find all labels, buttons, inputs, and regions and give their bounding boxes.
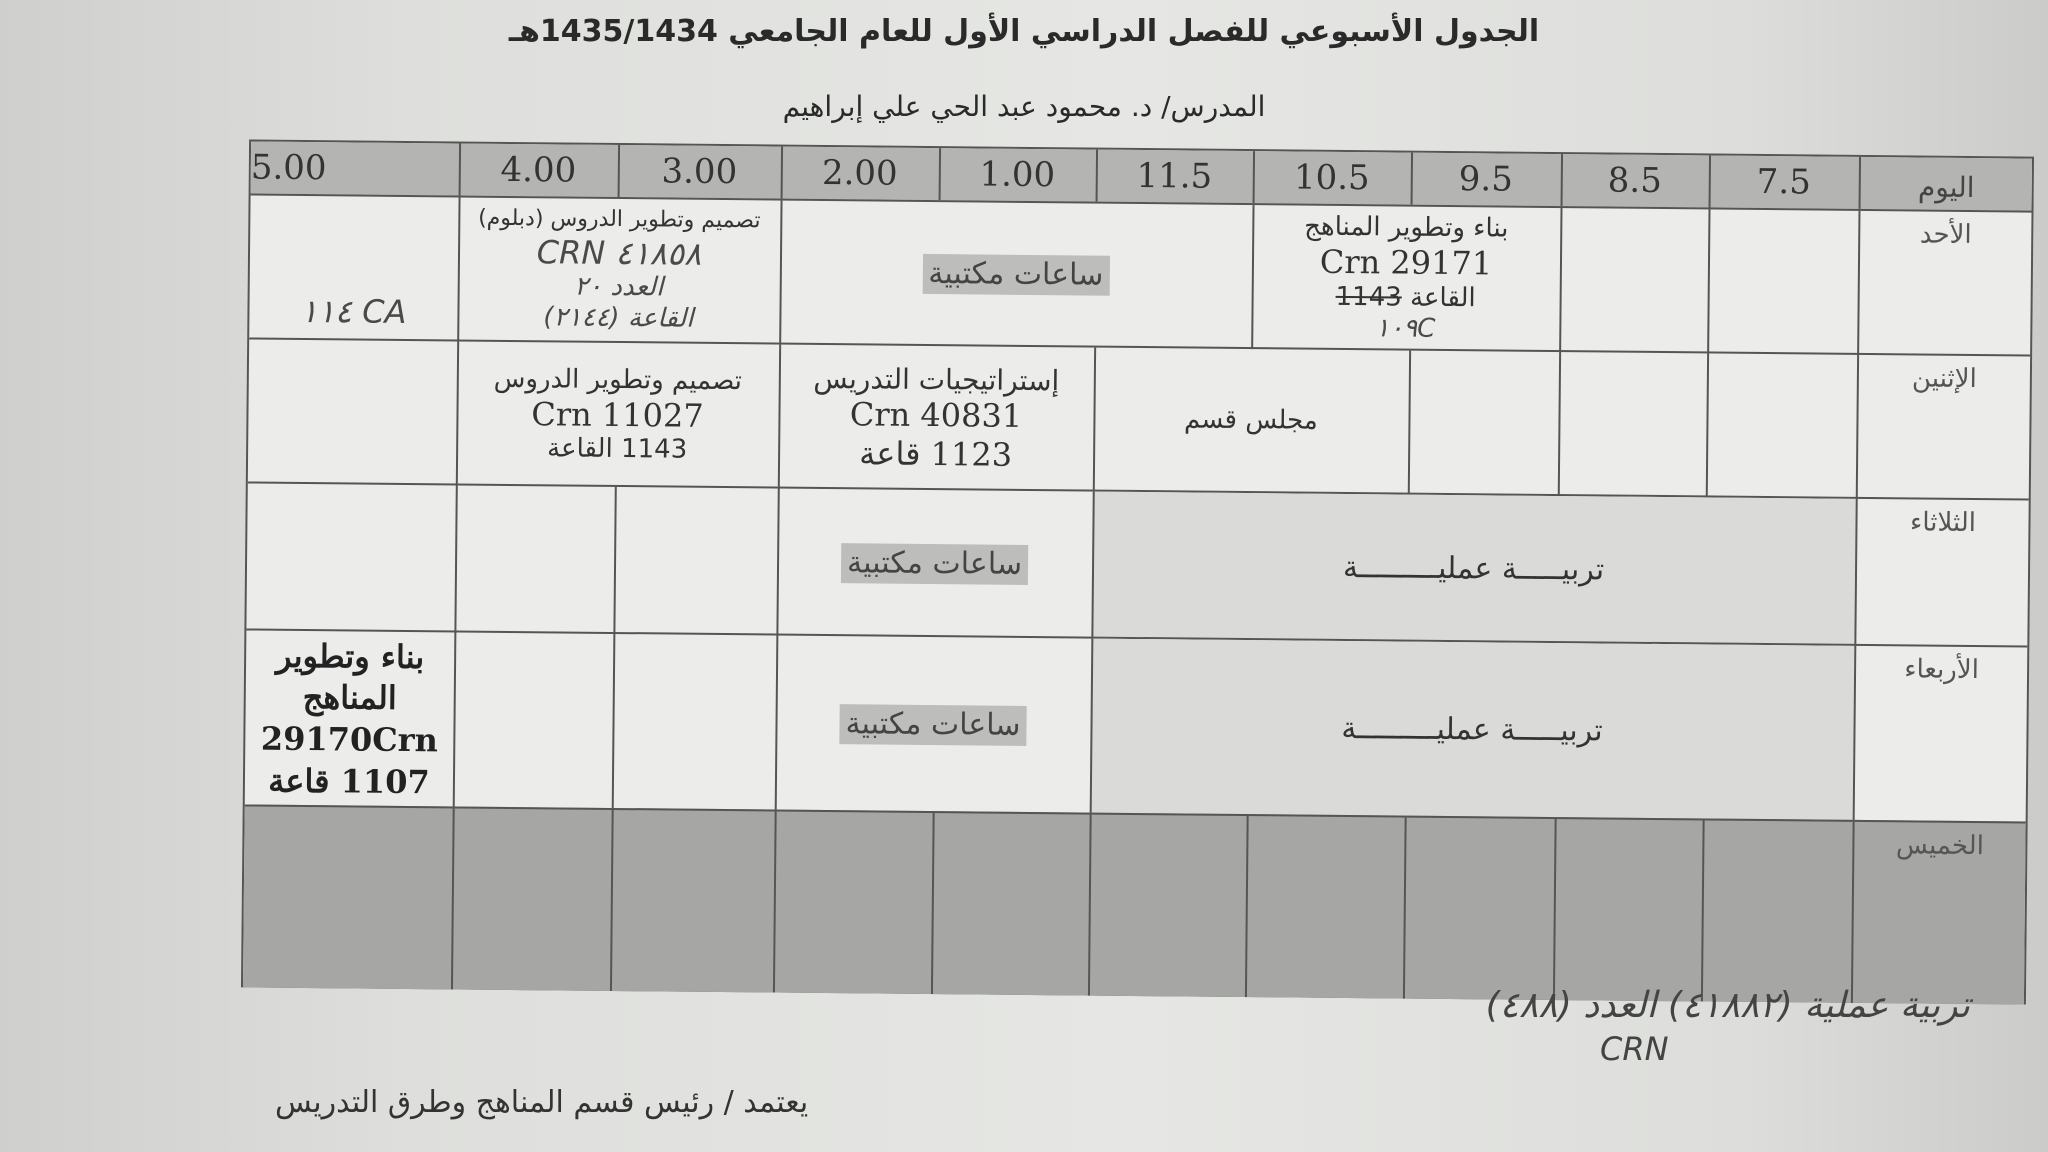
sunday-diploma-cell [457,197,780,344]
monday-strategies-crn: Crn 40831 [849,395,1023,436]
monday-strategies-name: إستراتيجيات التدريس [813,361,1060,398]
sunday-diploma-title: تصميم وتطوير الدروس (دبلوم) [478,206,761,234]
wednesday-course-line1: بناء وتطوير [275,636,425,676]
tuesday-practicum: تربيـــــة عمليـــــــــة [1342,549,1605,587]
row-wednesday [245,628,2028,823]
wednesday-office-hours: ساعات مكتبية [839,704,1026,746]
header-time-500: 5.00 [250,147,327,188]
header-time-75: 7.5 [1756,161,1812,203]
sunday-diploma-crn: ٤١٨٥٨ CRN [536,233,702,273]
sunday-course-cell [1251,205,1560,352]
sunday-office-hours: ساعات مكتبية [922,254,1109,296]
day-monday: الإثنين [1911,363,1977,395]
header-day: اليوم [1917,170,1975,205]
day-wednesday: الأربعاء [1904,654,1980,686]
sunday-diploma-hall: القاعة (٢١٤٤) [543,302,694,335]
sunday-course-hall-num: 1143 [1335,281,1402,313]
row-thursday [243,804,2026,1004]
sunday-course-hall-handwritten: ١٠٩C [1375,313,1436,344]
tuesday-office-hours: ساعات مكتبية [841,543,1028,585]
monday-strategies-hall: 1123 قاعة [858,434,1013,474]
wednesday-course-line2: المناهج [302,678,397,718]
sunday-diploma-count: العدد ٢٠ [574,271,664,303]
handwritten-note [1250,985,1970,1068]
wednesday-course-cell [245,630,455,808]
handwritten-crn: CRN [1600,1030,1669,1068]
row-monday [248,337,2030,500]
approval-line: يعتمد / رئيس قسم المناهج وطرق التدريس [275,1085,809,1120]
header-time-95: 9.5 [1458,158,1514,200]
header-time-200: 2.00 [821,152,898,194]
teacher-name: المدرس/ د. محمود عبد الحي علي إبراهيم [782,90,1266,123]
wednesday-course-crn: 29170Crn [260,719,439,760]
sunday-course-crn: Crn 29171 [1319,242,1493,283]
monday-strategies-cell [778,345,1094,492]
row-tuesday [246,481,2028,647]
header-time-100: 1.00 [979,154,1056,195]
monday-design-crn: Crn 11027 [531,394,704,435]
row-sunday [249,193,2031,356]
sunday-course-hall-label: القاعة [1409,282,1476,313]
handwritten-practicum: تربية عملية (٤١٨٨٢) العدد (٤٨٨) [1485,985,1970,1026]
header-time-105: 10.5 [1293,157,1370,198]
monday-department-council: مجلس قسم [1183,404,1318,437]
header-time-85: 8.5 [1607,160,1663,201]
header-time-115: 11.5 [1136,155,1213,197]
sunday-course-name: بناء وتطوير المناهج [1304,211,1509,244]
wednesday-practicum: تربيـــــة عمليـــــــــة [1341,710,1603,749]
monday-design-hall: 1143 القاعة [546,433,688,465]
monday-design-cell [456,341,779,488]
header-time-400: 4.00 [500,149,577,191]
schedule-table [241,139,2034,1004]
page-title: الجدول الأسبوعي للفصل الدراسي الأول للعام الجامعي 1435/1434هـ [508,14,1540,49]
sunday-evening-handwritten: CA ١١٤ [300,291,407,331]
monday-design-name: تصميم وتطوير الدروس [493,363,743,396]
header-time-300: 3.00 [661,151,738,192]
day-sunday: الأحد [1919,219,1972,250]
wednesday-course-hall: 1107 قاعة [268,761,430,801]
day-thursday: الخميس [1895,830,1985,862]
day-tuesday: الثلاثاء [1909,507,1977,539]
